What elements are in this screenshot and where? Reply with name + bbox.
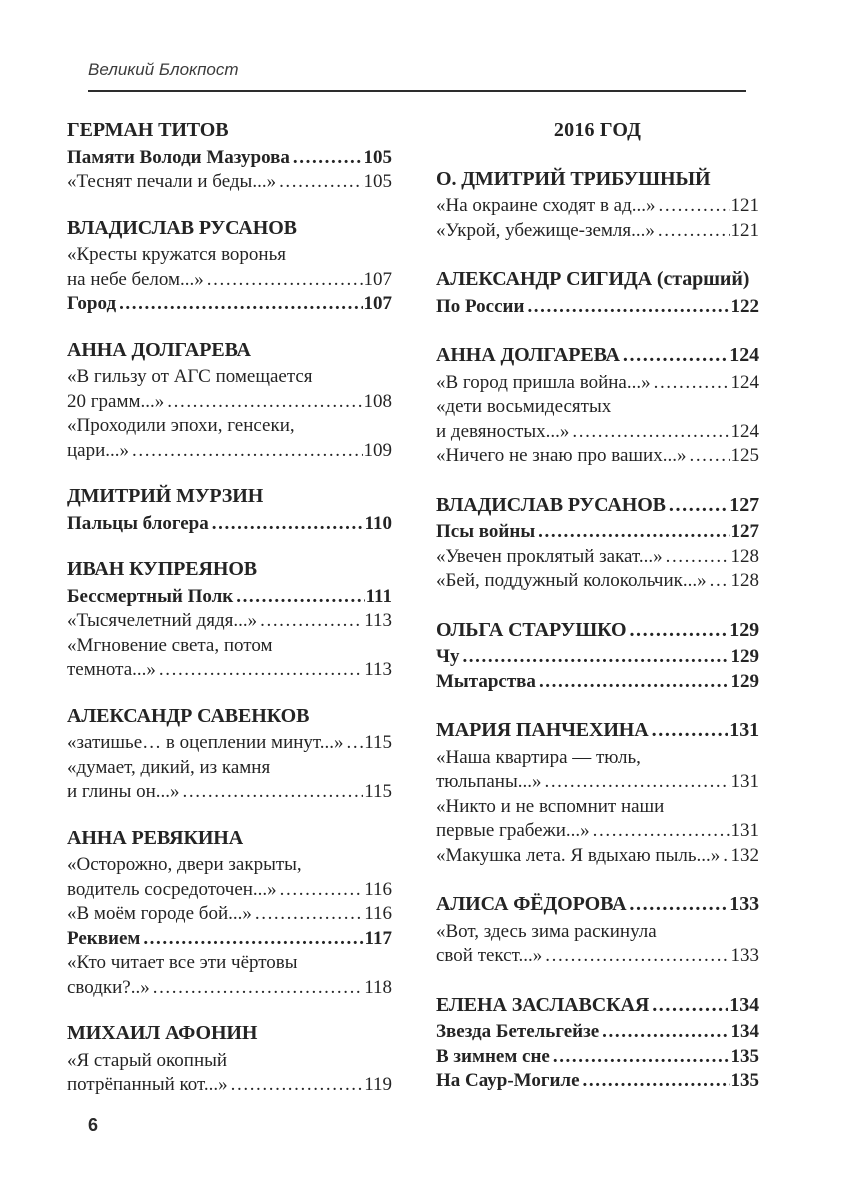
entry-title: «затишье… в оцеплении минут...» — [67, 732, 344, 753]
toc-entry-line — [67, 292, 392, 317]
author-name: МАРИЯ ПАНЧЕХИНА — [436, 719, 649, 741]
entry-title: «Макушка лета. Я вдыхаю пыль...» — [436, 844, 721, 866]
toc-entry-line — [67, 146, 392, 171]
dot-leader — [545, 944, 729, 969]
author-heading-row — [67, 118, 392, 143]
toc-entry-line — [67, 756, 392, 781]
author-name: ГЕРМАН ТИТОВ — [67, 119, 229, 141]
toc-entry-line — [436, 371, 759, 396]
entry-page-number: 118 — [364, 976, 392, 998]
entry-title: водитель сосредоточен...» — [67, 878, 277, 900]
dot-leader — [602, 1020, 729, 1045]
toc-entry-line — [436, 1045, 759, 1070]
entry-title: Город — [67, 293, 117, 314]
entry-title: «Укрой, убежище-земля...» — [436, 219, 655, 241]
toc-section — [436, 167, 759, 244]
author-heading-row — [436, 892, 759, 917]
toc-entry-line — [436, 746, 759, 771]
author-heading-row — [436, 493, 759, 518]
toc-section — [67, 826, 392, 1001]
toc-entry-line — [67, 951, 392, 976]
author-name: ЕЛЕНА ЗАСЛАВСКАЯ — [436, 993, 650, 1016]
entry-title: «В гильзу от АГС помещается — [67, 366, 313, 387]
entry-title: и глины он...» — [67, 781, 180, 802]
entry-title: на небе белом...» — [67, 268, 204, 290]
author-page-number: 131 — [729, 719, 759, 741]
toc-entry-line — [436, 295, 759, 320]
dot-leader — [666, 545, 730, 570]
dot-leader — [212, 512, 364, 537]
entry-title: Мытарства — [436, 670, 536, 692]
dot-leader — [143, 927, 363, 952]
entry-page-number: 134 — [730, 1021, 759, 1042]
toc-entry-line — [436, 420, 759, 445]
author-heading-row — [436, 718, 759, 743]
toc-entry-line — [436, 819, 759, 844]
toc-entry-line — [436, 920, 759, 945]
entry-title: Псы войны — [436, 521, 536, 542]
toc-section — [436, 343, 759, 469]
toc-entry-line — [436, 795, 759, 820]
author-name: АННА РЕВЯКИНА — [67, 826, 244, 849]
entry-page-number: 105 — [363, 171, 392, 192]
entry-page-number: 135 — [730, 1045, 759, 1067]
dot-leader — [279, 170, 362, 195]
entry-title: и девяностых...» — [436, 420, 570, 442]
dot-leader — [538, 520, 729, 545]
dot-leader — [623, 343, 728, 368]
entry-page-number: 122 — [730, 295, 759, 317]
toc-entry-line — [67, 1073, 392, 1098]
entry-title: свой текст...» — [436, 945, 543, 966]
dot-leader — [710, 569, 730, 594]
entry-title: «дети восьмидесятых — [436, 396, 612, 417]
toc-section — [67, 704, 392, 805]
entry-page-number: 116 — [364, 878, 392, 900]
entry-page-number: 108 — [363, 390, 392, 412]
entry-title: «думает, дикий, из камня — [67, 756, 271, 778]
entry-title: «Никто и не вспомнит наши — [436, 795, 665, 817]
entry-title: «Вот, здесь зима раскинула — [436, 920, 657, 942]
author-page-number: 127 — [729, 493, 759, 516]
dot-leader — [654, 371, 730, 396]
entry-title: «Мгновение света, потом — [67, 634, 273, 656]
author-name: АЛЕКСАНДР СИГИДА (старший) — [436, 268, 750, 290]
entry-page-number: 113 — [364, 610, 392, 631]
entry-title: цари...» — [67, 439, 130, 461]
dot-leader — [280, 878, 364, 903]
dot-leader — [462, 645, 729, 670]
author-heading-row — [436, 167, 759, 192]
author-name: АННА ДОЛГАРЕВА — [67, 338, 251, 361]
entry-title: первые грабежи...» — [436, 820, 590, 841]
toc-entry-line — [67, 658, 392, 683]
entry-title: тюльпаны...» — [436, 771, 542, 792]
author-heading-row — [67, 1021, 392, 1046]
dot-leader — [652, 718, 729, 743]
toc-entry-line — [67, 780, 392, 805]
entry-page-number: 105 — [363, 146, 392, 168]
toc-entry-line — [436, 645, 759, 670]
author-heading-row — [436, 993, 759, 1018]
dot-leader — [255, 902, 363, 927]
toc-entry-line — [67, 365, 392, 390]
toc-entry-line — [67, 731, 392, 756]
toc-entry-line — [436, 944, 759, 969]
entry-title: «В моём городе бой...» — [67, 903, 252, 924]
entry-title: «Осторожно, двери закрыты, — [67, 854, 302, 875]
toc-entry-line — [67, 243, 392, 268]
entry-title: По России — [436, 295, 525, 317]
header-rule — [88, 90, 746, 92]
entry-page-number: 129 — [730, 670, 759, 692]
toc-entry-line — [67, 609, 392, 634]
toc-entry-line — [436, 1069, 759, 1094]
entry-page-number: 124 — [730, 420, 759, 442]
toc-entry-line — [67, 634, 392, 659]
toc-section — [436, 267, 759, 319]
entry-title: Чу — [436, 646, 460, 667]
dot-leader — [167, 390, 362, 415]
toc-entry-line — [67, 1049, 392, 1074]
toc-entry-line — [436, 545, 759, 570]
toc-entry-line — [436, 1020, 759, 1045]
author-heading-row — [67, 826, 392, 851]
toc-entry-line — [67, 585, 392, 610]
toc-entry-line — [436, 194, 759, 219]
dot-leader — [669, 493, 728, 518]
entry-page-number: 131 — [730, 820, 759, 841]
toc-entry-line — [436, 569, 759, 594]
entry-title: потрёпанный кот...» — [67, 1074, 228, 1095]
entry-title: «На окраине сходят в ад...» — [436, 195, 656, 216]
toc-entry-line — [67, 878, 392, 903]
toc-section — [436, 493, 759, 594]
entry-page-number: 115 — [364, 732, 392, 753]
author-name: ИВАН КУПРЕЯНОВ — [67, 558, 258, 580]
toc-entry-line — [67, 902, 392, 927]
entry-page-number: 113 — [364, 659, 392, 680]
entry-page-number: 115 — [364, 781, 392, 802]
author-heading-row — [67, 216, 392, 241]
toc-entry-line — [436, 444, 759, 469]
toc-section — [67, 1021, 392, 1098]
author-page-number: 124 — [729, 344, 759, 366]
entry-title: «Тысячелетний дядя...» — [67, 610, 258, 631]
author-page-number: 129 — [729, 618, 759, 641]
entry-title: «В город пришла война...» — [436, 371, 651, 393]
entry-title: «Бей, поддужный колокольчик...» — [436, 570, 707, 591]
toc-entry-line — [67, 439, 392, 464]
toc-entry-line — [67, 390, 392, 415]
toc-entry-line — [436, 520, 759, 545]
page-number: 6 — [88, 1115, 99, 1135]
toc-section — [67, 484, 392, 536]
entry-title: «Увечен проклятый закат...» — [436, 545, 663, 567]
dot-leader — [629, 892, 728, 917]
toc-entry-line — [67, 170, 392, 195]
author-heading-row — [67, 704, 392, 729]
entry-title: «Ничего не знаю про ваших...» — [436, 445, 687, 466]
toc-section — [67, 216, 392, 317]
entry-page-number: 131 — [730, 771, 759, 792]
author-page-number: 134 — [729, 993, 759, 1016]
entry-title: «Я старый окопный — [67, 1049, 228, 1071]
entry-page-number: 110 — [364, 512, 392, 534]
author-name: АЛЕКСАНДР САВЕНКОВ — [67, 704, 310, 727]
running-title: Великий Блокпост — [88, 60, 239, 79]
entry-title: Звезда Бетельгейзе — [436, 1021, 600, 1042]
toc-right-sections — [436, 167, 759, 1094]
toc-section — [67, 338, 392, 464]
author-name: АЛИСА ФЁДОРОВА — [436, 893, 627, 915]
dot-leader — [629, 618, 728, 643]
toc-entry-line — [67, 414, 392, 439]
dot-leader — [159, 658, 363, 683]
dot-leader — [347, 731, 364, 756]
entry-title: сводки?..» — [67, 976, 150, 998]
dot-leader — [527, 295, 729, 320]
toc-section — [436, 618, 759, 695]
entry-title: Памяти Володи Мазурова — [67, 146, 290, 168]
author-name: ОЛЬГА СТАРУШКО — [436, 618, 627, 641]
dot-leader — [132, 439, 362, 464]
author-name: ВЛАДИСЛАВ РУСАНОВ — [436, 493, 666, 516]
toc-entry-line — [67, 976, 392, 1001]
year-heading: 2016 ГОД — [553, 119, 642, 141]
entry-page-number: 121 — [730, 195, 759, 216]
entry-page-number: 109 — [363, 439, 392, 461]
entry-title: «Наша квартира — тюль, — [436, 746, 641, 768]
toc-entry-line — [436, 219, 759, 244]
toc-section — [436, 993, 759, 1094]
dot-leader — [539, 670, 730, 695]
author-heading-row — [67, 484, 392, 509]
entry-title: «Теснят печали и беды...» — [67, 171, 277, 192]
entry-page-number: 132 — [730, 844, 759, 866]
entry-title: Пальцы блогера — [67, 512, 209, 534]
dot-leader — [659, 194, 730, 219]
toc-entry-line — [436, 395, 759, 420]
toc-section — [67, 557, 392, 683]
dot-leader — [293, 146, 363, 171]
toc-entry-line — [67, 512, 392, 537]
entry-title: «Проходили эпохи, генсеки, — [67, 415, 295, 436]
dot-leader — [689, 444, 729, 469]
author-heading-row — [436, 343, 759, 368]
entry-title: Бессмертный Полк — [67, 585, 234, 607]
entry-title: На Саур-Могиле — [436, 1070, 580, 1091]
entry-page-number: 121 — [730, 219, 759, 241]
dot-leader — [723, 844, 729, 869]
dot-leader — [572, 420, 729, 445]
author-name: МИХАИЛ АФОНИН — [67, 1022, 258, 1044]
dot-leader — [119, 292, 362, 317]
dot-leader — [183, 780, 364, 805]
entry-title: темнота...» — [67, 659, 156, 680]
entry-page-number: 124 — [730, 371, 759, 393]
author-name: АННА ДОЛГАРЕВА — [436, 344, 620, 366]
entry-title: Реквием — [67, 927, 141, 949]
toc-section — [436, 892, 759, 969]
entry-title: 20 грамм...» — [67, 390, 165, 412]
entry-title: «Кто читает все эти чёртовы — [67, 952, 298, 973]
dot-leader — [207, 268, 363, 293]
author-heading-row — [67, 338, 392, 363]
entry-page-number: 129 — [730, 646, 759, 667]
toc-entry-line — [67, 927, 392, 952]
entry-page-number: 107 — [363, 268, 392, 290]
entry-title: В зимнем сне — [436, 1045, 550, 1067]
author-name: ВЛАДИСЛАВ РУСАНОВ — [67, 216, 297, 239]
toc-entry-line — [67, 268, 392, 293]
entry-title: «Кресты кружатся воронья — [67, 244, 287, 265]
author-heading-row — [436, 267, 759, 292]
dot-leader — [544, 770, 729, 795]
dot-leader — [231, 1073, 364, 1098]
toc-entry-line — [436, 670, 759, 695]
toc-entry-line — [67, 853, 392, 878]
entry-page-number: 117 — [364, 927, 392, 949]
entry-page-number: 107 — [363, 293, 392, 314]
entry-page-number: 128 — [730, 545, 759, 567]
toc-left-column — [67, 118, 392, 1098]
entry-page-number: 119 — [364, 1074, 392, 1095]
toc-section — [436, 718, 759, 868]
dot-leader — [153, 976, 363, 1001]
dot-leader — [583, 1069, 730, 1094]
dot-leader — [593, 819, 730, 844]
dot-leader — [236, 585, 364, 610]
entry-page-number: 116 — [364, 903, 392, 924]
entry-page-number: 135 — [730, 1070, 759, 1091]
author-heading-row — [436, 618, 759, 643]
entry-page-number: 125 — [730, 445, 759, 466]
toc-entry-line — [436, 844, 759, 869]
author-page-number: 133 — [729, 893, 759, 915]
toc-right-column — [436, 118, 759, 1094]
author-heading-row — [67, 557, 392, 582]
dot-leader — [652, 993, 728, 1018]
toc-section — [67, 118, 392, 195]
dot-leader — [658, 219, 730, 244]
entry-page-number: 127 — [730, 521, 759, 542]
author-name: ДМИТРИЙ МУРЗИН — [67, 485, 264, 507]
toc-entry-line — [436, 770, 759, 795]
author-name: О. ДМИТРИЙ ТРИБУШНЫЙ — [436, 167, 711, 190]
entry-page-number: 111 — [365, 585, 392, 607]
dot-leader — [260, 609, 363, 634]
entry-page-number: 128 — [730, 570, 759, 591]
entry-page-number: 133 — [730, 945, 759, 966]
dot-leader — [553, 1045, 730, 1070]
